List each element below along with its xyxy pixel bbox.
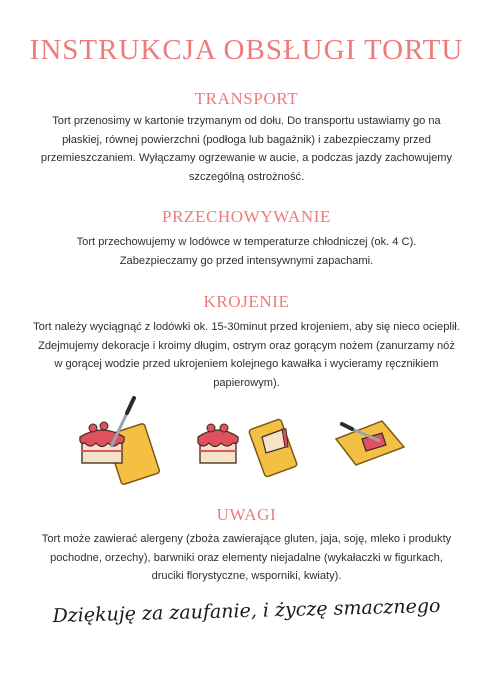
text-line: w gorącej wodzie przed ukrojeniem kolejnego kawałka i wycieramy ręcznikiem	[54, 358, 439, 371]
cake-with-knife-icon	[80, 398, 160, 485]
text-line: szczególną ostrożność.	[188, 171, 305, 184]
text-line: płaskiej, równej powierzchni (podłoga lub bagażnik) i zabezpieczamy przed	[62, 133, 431, 146]
text-line: Tort należy wyciągnąć z lodówki ok. 15-30minut przed krojeniem, aby się nieco ocieplił.	[33, 321, 460, 333]
text-line: Zdejmujemy dekoracje i kroimy długim, ostrym oraz gorącym nożem (zanurzamy nóż	[38, 339, 455, 352]
section-heading-notes: UWAGI	[216, 505, 277, 524]
text-line: Tort przechowujemy w lodówce w temperaturze chłodniczej (ok. 4 C).	[76, 236, 417, 248]
section-heading-transport: TRANSPORT	[194, 89, 299, 108]
text-line: Zabezpieczamy go przed intensywnymi zapachami.	[119, 254, 374, 267]
cake-slice-icon	[198, 419, 298, 478]
cake-cutting-illustrations	[0, 395, 493, 485]
page-title: INSTRUKCJA OBSŁUGI TORTU	[29, 34, 464, 66]
text-line: druciki florystyczne, wsporniki, kwiaty).	[151, 570, 342, 583]
section-text-storage	[30, 233, 463, 270]
text-line: pochodne, orzechy), barwniki oraz elementy niejadalne (wykałaczki w figurkach,	[50, 551, 443, 564]
text-line: przemieszczaniem. Wyłączamy ogrzewanie w aucie, a podczas jazdy zachowujemy	[40, 152, 453, 165]
section-heading-cutting: KROJENIE	[203, 292, 290, 311]
closing-signature: Dziękuję za zaufanie, i życzę smacznego	[52, 594, 441, 628]
text-line: papierowym).	[213, 377, 280, 390]
section-text-cutting	[30, 318, 463, 393]
text-line: Tort może zawierać alergeny (zboża zawierające gluten, jaja, soję, mleko i produkty	[41, 533, 452, 545]
section-heading-storage: PRZECHOWYWANIE	[162, 207, 331, 226]
section-text-transport	[30, 112, 463, 187]
board-with-slice-icon	[336, 421, 404, 465]
text-line: Tort przenosimy w kartonie trzymanym od dołu. Do transportu ustawiamy go na	[52, 115, 441, 127]
section-text-notes	[30, 530, 463, 586]
